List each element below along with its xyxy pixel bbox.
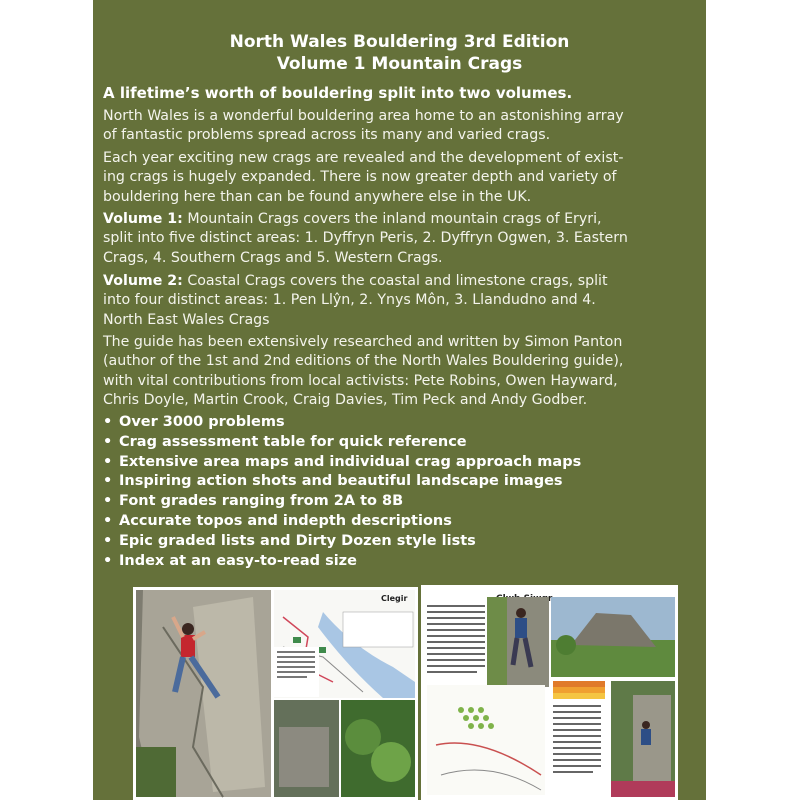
author-paragraph <box>103 333 706 411</box>
intro-paragraph <box>103 107 706 146</box>
tagline: A lifetime’s worth of bouldering split into two volumes. <box>103 84 573 102</box>
author-line: Chris Doyle, Martin Crook, Craig Davies, Tim Peck and Andy Godber. <box>103 392 588 409</box>
volume-1-line: split into five distinct areas: 1. Dyffryn Peris, 2. Dyffryn Ogwen, 3. Eastern <box>103 230 628 247</box>
author-line: (author of the 1st and 2nd editions of the North Wales Bouldering guide), <box>103 353 624 370</box>
volume-2-text: Coastal Crags covers the coastal and limestone crags, split <box>182 273 608 289</box>
author-line: with vital contributions from local activists: Pete Robins, Owen Hayward, <box>103 372 618 389</box>
feature-item: • Extensive area maps and individual crag approach maps <box>103 453 581 473</box>
intro-line: North Wales is a wonderful bouldering area home to an astonishing array <box>103 108 624 124</box>
feature-item: • Crag assessment table for quick reference <box>103 433 581 453</box>
volume-1-text: Mountain Crags covers the inland mountain crags of Eryri, <box>182 211 602 227</box>
title-line-1: North Wales Bouldering 3rd Edition <box>229 32 570 52</box>
left-spread-image <box>133 587 418 800</box>
feature-item: • Font grades ranging from 2A to 8B <box>103 492 581 512</box>
feature-item: • Index at an easy-to-read size <box>103 552 581 572</box>
intro-line: of fantastic problems spread across its many and varied crags. <box>103 127 551 144</box>
feature-item: • Over 3000 problems <box>103 413 581 433</box>
feature-item: • Accurate topos and indepth descriptions <box>103 512 581 532</box>
volume-1-paragraph <box>103 210 706 268</box>
volume-2-label: Volume 2: <box>103 273 183 289</box>
feature-list <box>103 413 581 571</box>
feature-item: • Epic graded lists and Dirty Dozen style lists <box>103 532 581 552</box>
right-spread-image <box>421 585 678 800</box>
development-line: Each year exciting new crags are revealed and the development of exist- <box>103 150 624 166</box>
volume-2-line: North East Wales Crags <box>103 311 270 328</box>
development-line: bouldering here than can be found anywhere else in the UK. <box>103 188 532 205</box>
left-spread-heading: Clegir <box>381 594 408 603</box>
sample-spreads <box>133 585 678 800</box>
development-line: ing crags is hugely expanded. There is now greater depth and variety of <box>103 169 617 186</box>
volume-1-line: Crags, 4. Southern Crags and 5. Western Crags. <box>103 249 443 266</box>
back-cover <box>93 0 706 800</box>
volume-1-label: Volume 1: <box>103 211 183 227</box>
development-paragraph <box>103 149 706 207</box>
title-line-2: Volume 1 Mountain Crags <box>276 54 523 74</box>
volume-2-paragraph <box>103 272 706 330</box>
feature-item: • Inspiring action shots and beautiful landscape images <box>103 472 581 492</box>
author-line: The guide has been extensively researched and written by Simon Panton <box>103 334 623 350</box>
volume-2-line: into four distinct areas: 1. Pen Llŷn, 2. Ynys Môn, 3. Llandudno and 4. <box>103 292 596 309</box>
